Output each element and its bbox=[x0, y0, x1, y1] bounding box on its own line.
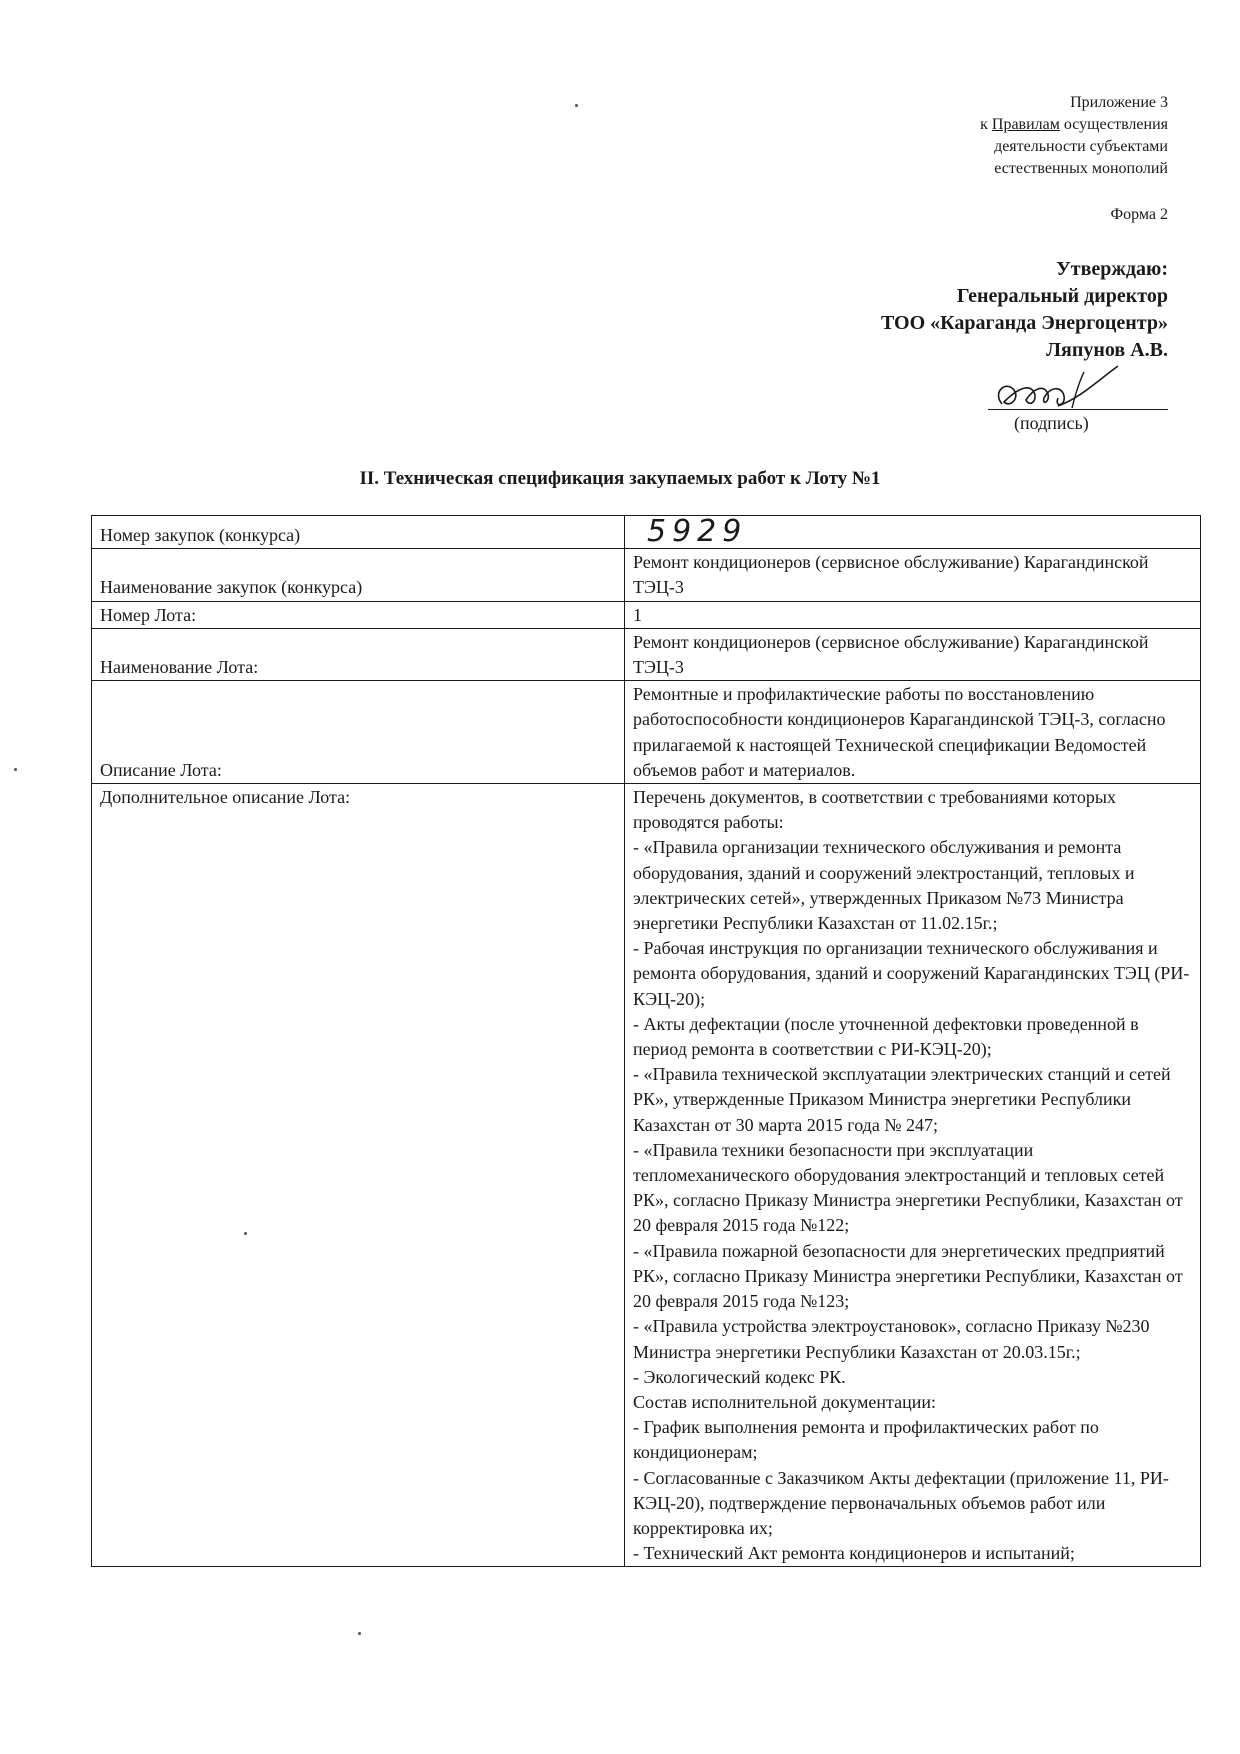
appendix-line bbox=[980, 114, 1168, 136]
list-item: - Рабочая инструкция по организации технического обслуживания и ремонта оборудования, зданий и сооружений Карагандинских ТЭЦ (РИ-КЭЦ-20); bbox=[633, 938, 1190, 1009]
company-name: ТОО «Караганда Энергоцентр» bbox=[880, 312, 1168, 334]
list-item: - «Правила пожарной безопасности для энергетических предприятий РК», согласно Приказу Министра энергетики Республики, Казахстан от 20 февраля 2015 года №123; bbox=[633, 1240, 1183, 1312]
approver-name: Ляпунов А.В. bbox=[1046, 339, 1168, 361]
section-title: II. Техническая спецификация закупаемых работ к Лоту №1 bbox=[359, 468, 881, 489]
scan-speck bbox=[575, 104, 578, 107]
handwritten-purchase-number: 5929 bbox=[647, 514, 748, 549]
row-label: Наименование Лота: bbox=[92, 628, 625, 680]
approval-title: Утверждаю: bbox=[1056, 258, 1168, 280]
list-item: Перечень документов, в соответствии с требованиями которых проводятся работы: bbox=[633, 787, 1117, 833]
signature-line bbox=[988, 409, 1168, 410]
scan-speck bbox=[244, 1232, 247, 1235]
row-label: Дополнительное описание Лота: bbox=[92, 784, 625, 1567]
list-item: - «Правила организации технического обслуживания и ремонта оборудования, зданий и сооружений электростанций, тепловых и электрических сетей», утвержденных Приказом №73 Министра энергетики Республики Казахстан от 11.02.15г.; bbox=[633, 837, 1135, 934]
table-row bbox=[92, 681, 1201, 784]
appendix-line: естественных монополий bbox=[994, 160, 1168, 177]
row-value: Ремонт кондиционеров (сервисное обслуживание) Карагандинской ТЭЦ-3 bbox=[625, 628, 1201, 680]
approver-position: Генеральный директор bbox=[956, 285, 1168, 307]
specification-table bbox=[91, 515, 1201, 1567]
row-label: Номер Лота: bbox=[92, 601, 625, 628]
row-value bbox=[625, 784, 1201, 1567]
list-item: - Акты дефектации (после уточненной дефектовки проведенной в период ремонта в соответствии с РИ-КЭЦ-20); bbox=[633, 1013, 1139, 1060]
row-label: Описание Лота: bbox=[92, 681, 625, 784]
row-value: Ремонт кондиционеров (сервисное обслуживание) Карагандинской ТЭЦ-3 bbox=[625, 549, 1201, 601]
row-label: Номер закупок (конкурса) bbox=[92, 516, 625, 549]
row-label: Наименование закупок (конкурса) bbox=[92, 549, 625, 601]
list-item: - «Правила техники безопасности при эксплуатации тепломеханического оборудования электростанций и тепловых сетей РК», согласно Приказу Министра энергетики Республики, Казахстан от 20 февраля 2015 года №122; bbox=[633, 1139, 1183, 1236]
table-row bbox=[92, 628, 1201, 680]
list-item: - Согласованные с Заказчиком Акты дефектации (приложение 11, РИ-КЭЦ-20), подтверждение первоначальных объемов работ или корректировка их; bbox=[633, 1467, 1169, 1538]
list-item: - Технический Акт ремонта кондиционеров и испытаний; bbox=[633, 1543, 1075, 1564]
appendix-reference bbox=[980, 92, 1168, 180]
table-row bbox=[92, 601, 1201, 628]
list-item: - «Правила технической эксплуатации электрических станций и сетей РК», утвержденные Приказом Министра энергетики Республики Казахстан от 30 марта 2015 года № 247; bbox=[633, 1064, 1171, 1135]
row-value: Ремонтные и профилактические работы по восстановлению работоспособности кондиционеров Карагандинской ТЭЦ-3, согласно прилагаемой к настоящей Технической спецификации Ведомостей объемов работ и материалов. bbox=[625, 681, 1201, 784]
scan-speck bbox=[358, 1632, 361, 1635]
appendix-line: деятельности субъектами bbox=[994, 138, 1168, 155]
row-value: 1 bbox=[625, 601, 1201, 628]
table-row bbox=[92, 516, 1201, 549]
appendix-prefix: к bbox=[980, 116, 992, 133]
table-row bbox=[92, 784, 1201, 1567]
list-item: - Экологический кодекс РК. bbox=[633, 1366, 846, 1387]
scan-speck bbox=[14, 768, 17, 771]
appendix-line: Приложение 3 bbox=[1070, 94, 1168, 111]
appendix-suffix: осуществления bbox=[1059, 116, 1168, 133]
table-row bbox=[92, 549, 1201, 601]
rules-link: Правилам bbox=[991, 116, 1060, 133]
list-item: - «Правила устройства электроустановок», согласно Приказу №230 Министра энергетики Республики Казахстан от 20.03.15г.; bbox=[633, 1316, 1150, 1362]
list-item: - График выполнения ремонта и профилактических работ по кондиционерам; bbox=[633, 1417, 1099, 1463]
list-item: Состав исполнительной документации: bbox=[633, 1391, 936, 1412]
signature-caption: (подпись) bbox=[1014, 413, 1089, 433]
approval-block bbox=[881, 256, 1168, 364]
row-value bbox=[625, 516, 1201, 549]
form-number: Форма 2 bbox=[1110, 206, 1168, 223]
